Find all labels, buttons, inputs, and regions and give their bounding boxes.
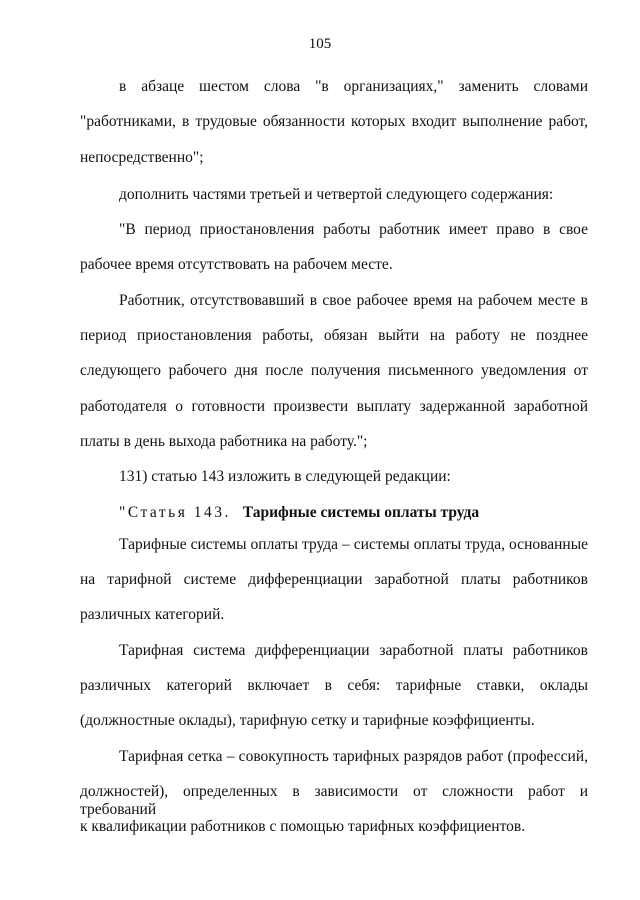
text-line: работодателя о готовности произвести выплату задержанной заработной (80, 398, 588, 415)
text-line: период приостановления работы, обязан выйти на работу не позднее (80, 327, 588, 344)
text-line: на тарифной системе дифференциации заработной платы работников (80, 571, 588, 588)
text-line: должностей), определенных в зависимости от сложности работ и требований (80, 783, 588, 818)
article-heading-title: Тарифные системы оплаты труда (242, 504, 480, 521)
page-number: 105 (308, 36, 332, 52)
text-line: следующего рабочего дня после получения письменного уведомления от (80, 362, 588, 379)
article-heading-prefix: "Статья 143. (119, 504, 231, 521)
text-line: 131) статью 143 изложить в следующей редакции: (119, 468, 451, 485)
text-line: дополнить частями третьей и четвертой следующего содержания: (119, 186, 554, 203)
text-line: различных категорий включает в себя: тарифные ставки, оклады (80, 677, 588, 694)
text-line: непосредственно"; (80, 149, 204, 166)
text-line: к квалификации работников с помощью тарифных коэффициентов. (80, 818, 526, 835)
text-line: "работниками, в трудовые обязанности которых входит выполнение работ, (80, 113, 588, 130)
text-line: (должностные оклады), тарифную сетку и тарифные коэффициенты. (80, 712, 535, 729)
text-line: Работник, отсутствовавший в свое рабочее время на рабочем месте в (119, 292, 588, 309)
text-line: в абзаце шестом слова "в организациях," заменить словами (119, 78, 588, 95)
text-line: Тарифная система дифференциации заработной платы работников (119, 642, 588, 659)
text-line: "В период приостановления работы работник имеет право в свое (119, 221, 588, 238)
article-heading (119, 504, 588, 522)
text-line: Тарифные системы оплаты труда – системы оплаты труда, основанные (119, 536, 588, 553)
text-line: рабочее время отсутствовать на рабочем месте. (80, 256, 393, 273)
text-line: платы в день выхода работника на работу."; (80, 433, 368, 450)
text-line: Тарифная сетка – совокупность тарифных разрядов работ (профессий, (119, 748, 588, 765)
text-line: различных категорий. (80, 606, 225, 623)
